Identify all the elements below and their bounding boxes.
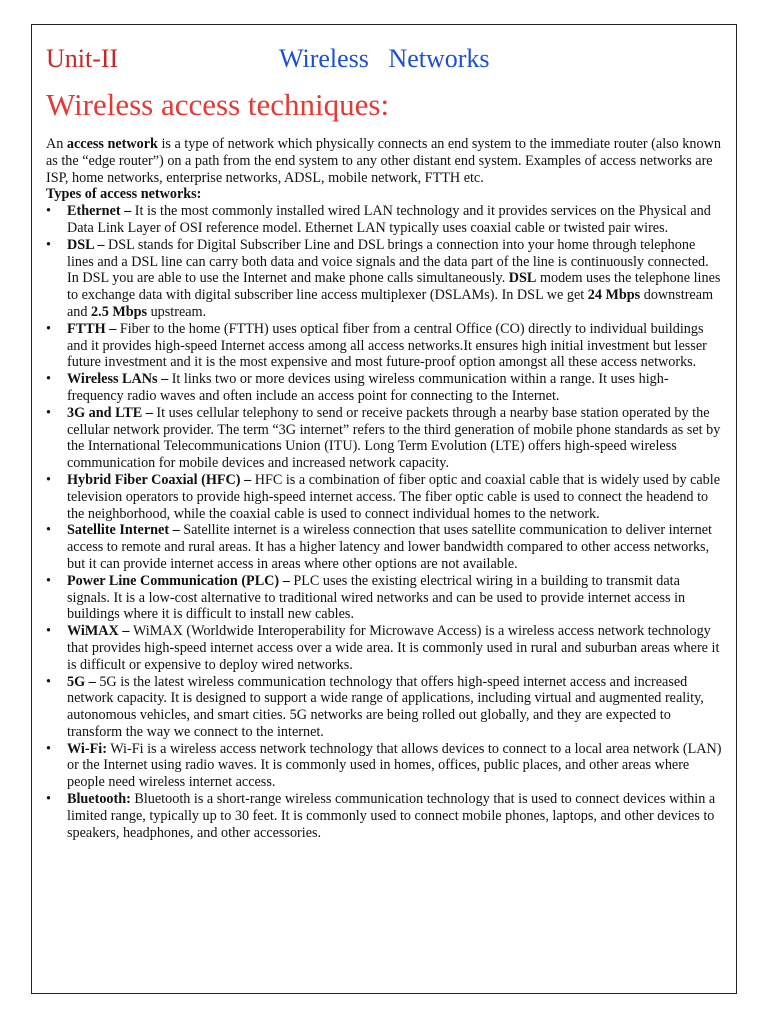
list-item-3g-lte xyxy=(46,405,722,472)
list-item-wimax xyxy=(46,623,722,673)
item-separator: – xyxy=(279,572,294,589)
list-item-hfc xyxy=(46,472,722,522)
item-text: Fiber to the home (FTTH) uses optical fiber from a central Office (CO) directly to individual buildings and it provides high-speed Internet access among all access networks.It ensures high initial investment but lesser future investment and it is the most expensive and most future-proof option amongst all these access networks. xyxy=(67,320,707,371)
bullet-icon: • xyxy=(46,522,51,539)
item-term: FTTH xyxy=(67,320,106,337)
item-term: Satellite Internet xyxy=(67,522,170,539)
item-text: It links two or more devices using wireless communication within a range. It uses high-frequency radio waves and often include an access point for connecting to the Internet. xyxy=(67,371,669,404)
item-term: DSL xyxy=(67,236,94,253)
list-item-plc xyxy=(46,573,722,623)
bullet-icon: • xyxy=(46,404,51,421)
list-item-5g xyxy=(46,674,722,741)
item-separator: – xyxy=(169,522,184,539)
bullet-icon: • xyxy=(46,236,51,253)
bullet-icon: • xyxy=(46,623,51,640)
item-text: PLC uses the existing electrical wiring in a building to transmit data signals. It is a low-cost alternative to traditional wired networks and can be used to provide internet access in buildings where it is difficult to install new cables. xyxy=(67,572,686,623)
item-term: WiMAX xyxy=(67,623,119,640)
types-heading: Types of access networks: xyxy=(46,186,202,203)
item-bold-upstream-speed: 2.5 Mbps xyxy=(91,303,148,320)
bullet-icon: • xyxy=(46,203,51,220)
bullet-icon: • xyxy=(46,791,51,808)
course-title: Wireless Networks xyxy=(279,44,490,73)
bullet-icon: • xyxy=(46,320,51,337)
bullet-icon: • xyxy=(46,673,51,690)
list-item-bluetooth xyxy=(46,791,722,841)
item-separator: – xyxy=(142,404,157,421)
item-separator: – xyxy=(105,320,120,337)
item-bold-downstream-speed: 24 Mbps xyxy=(587,287,641,304)
bullet-icon: • xyxy=(46,471,51,488)
list-item-wireless-lans xyxy=(46,371,722,405)
list-item-ftth xyxy=(46,321,722,371)
intro-bold-term: access network xyxy=(66,136,158,152)
item-separator: – xyxy=(85,673,100,690)
list-item-satellite xyxy=(46,522,722,572)
access-network-list xyxy=(46,203,722,841)
item-text: Satellite internet is a wireless connection that uses satellite communication to deliver internet access to remote and rural areas. It has a higher latency and lower bandwidth compared to other access networks, but it can provide internet access in areas where other options are not available. xyxy=(67,522,712,572)
item-text: downstream and xyxy=(67,287,714,320)
item-term: Power Line Communication (PLC) xyxy=(67,572,280,589)
item-term: 5G xyxy=(67,673,86,690)
item-text: WiMAX (Worldwide Interoperability for Microwave Access) is a wireless access network technology that provides high-speed internet access over a wide area. It is commonly used in rural and suburban areas where it is difficult or expensive to deploy wired networks. xyxy=(67,623,720,673)
item-text: DSL stands for Digital Subscriber Line and DSL brings a connection into your home through telephone lines and a DSL line can carry both data and voice signals and the data part of the line is continuously connected. In DSL you are able to use the Internet and make phone calls simultaneously. xyxy=(67,236,709,287)
item-text: Wi-Fi is a wireless access network technology that allows devices to connect to a local area network (LAN) or the Internet using radio waves. It is commonly used in homes, offices, public places, and other areas where people need wireless internet access. xyxy=(67,740,722,791)
item-separator: – xyxy=(118,623,133,640)
page-header xyxy=(46,40,722,84)
intro-paragraph xyxy=(46,136,722,186)
item-separator: – xyxy=(120,203,135,220)
item-separator: – xyxy=(240,471,255,488)
list-item-ethernet xyxy=(46,203,722,237)
list-item-dsl xyxy=(46,237,722,321)
item-text: Bluetooth is a short-range wireless communication technology that is used to connect devices within a limited range, typically up to 30 feet. It is commonly used to connect mobile phones, laptops, and other devices to speakers, headphones, and other accessories. xyxy=(67,791,716,841)
item-text: It uses cellular telephony to send or receive packets through a nearby base station operated by the cellular network provider. The term “3G internet” refers to the third generation of mobile phone standards as set by the International Telecommunications Union (ITU). Long Term Evolution (LTE) offers high-speed wireless communication for mobile devices and increased network capacity. xyxy=(67,404,721,472)
section-heading: Wireless access techniques: xyxy=(46,87,390,122)
list-item-wifi xyxy=(46,741,722,791)
item-term: 3G and LTE xyxy=(67,404,143,421)
item-term: Hybrid Fiber Coaxial (HFC) xyxy=(67,471,241,488)
document-body xyxy=(46,40,722,841)
item-text: upstream. xyxy=(147,303,207,320)
item-term: Bluetooth: xyxy=(67,791,131,808)
item-text: 5G is the latest wireless communication technology that offers high-speed internet access and increased network capacity. It is designed to support a wide range of applications, including virtual and augmented reality, autonomous vehicles, and smart cities. 5G networks are being rolled out globally, and they are expected to transform the way we connect to the internet. xyxy=(67,673,704,740)
bullet-icon: • xyxy=(46,371,51,388)
item-bold-dsl: DSL xyxy=(508,270,537,287)
unit-label: Unit-II xyxy=(46,44,119,73)
item-text: modem uses the telephone lines to exchange data with digital subscriber line access multiplexer (DSLAMs). In DSL we get xyxy=(67,270,721,304)
item-term: Wi-Fi: xyxy=(67,740,107,757)
item-term: Ethernet xyxy=(67,203,121,220)
intro-text-start: An xyxy=(46,136,67,152)
item-separator: – xyxy=(93,236,109,253)
bullet-icon: • xyxy=(46,572,51,589)
item-text: HFC is a combination of fiber optic and coaxial cable that is widely used by cable television operators to provide high-speed internet access. The fiber optic cable is used to connect the headend to the neighborhood, while the coaxial cable is used to connect individual homes to the network. xyxy=(67,471,721,522)
bullet-icon: • xyxy=(46,740,51,757)
item-separator: – xyxy=(157,371,172,388)
item-text: It is the most commonly installed wired LAN technology and it provides services on the Physical and Data Link Layer of OSI reference model. Ethernet LAN typically uses coaxial cable or twisted pair wires. xyxy=(67,203,711,236)
item-term: Wireless LANs xyxy=(67,371,158,388)
intro-text-rest: is a type of network which physically connects an end system to the immediate router (also known as the “edge router”) on a path from the end system to any other distant end system. Examples of access networks are ISP, home networks, enterprise networks, ADSL, mobile network, FTTH etc. xyxy=(46,136,721,186)
